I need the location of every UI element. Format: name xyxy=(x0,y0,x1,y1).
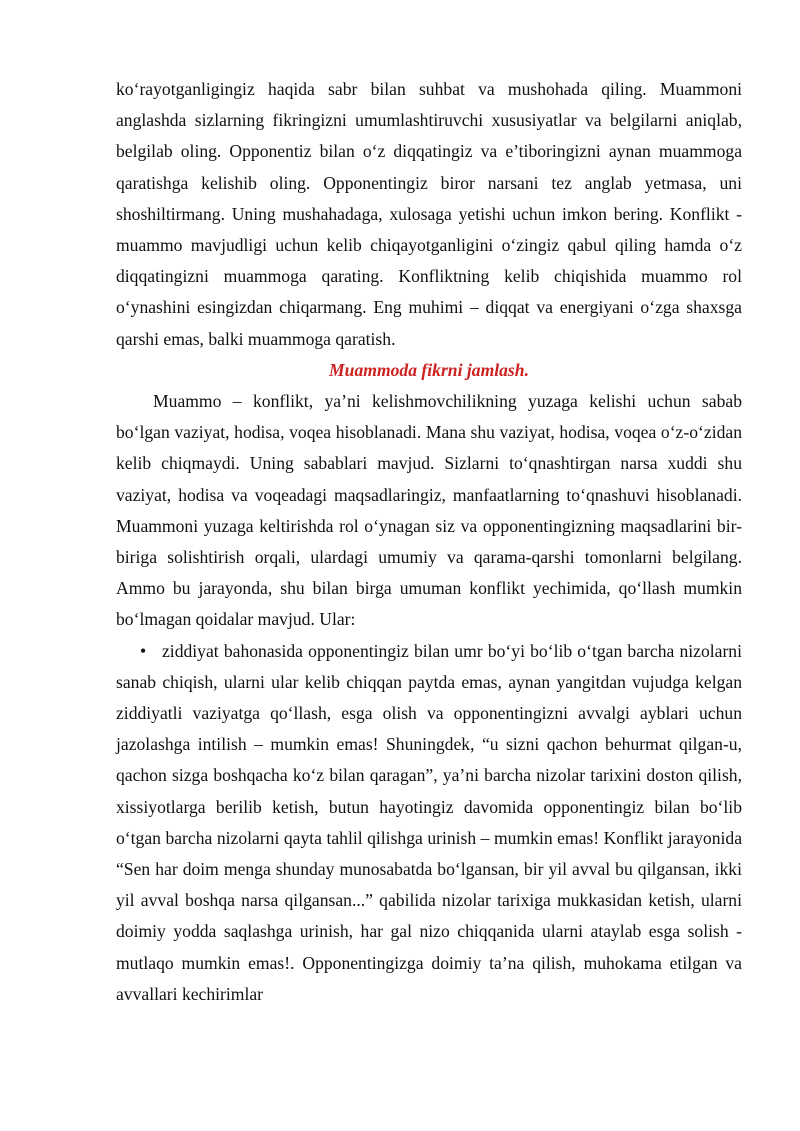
section-heading: Muammoda fikrni jamlash. xyxy=(329,359,529,380)
document-page xyxy=(116,74,742,1010)
bullet-marker: • xyxy=(140,640,147,661)
body-paragraph-2: Muammo – konflikt, ya’ni kelishmovchilikning yuzaga kelishi uchun sabab bo‘lgan vaziyat, hodisa, voqea hisoblanadi. Mana shu vaziyat, hodisa, voqea o‘z-o‘zidan kelib chiqmaydi. Uning sabablari mavjud. Sizlarni to‘qnashtirgan narsa xuddi shu vaziyat, hodisa va voqeadagi maqsadlaringiz, manfaatlarning to‘qnashuvi hisoblanadi. Muammoni yuzaga keltirishda rol o‘ynagan siz va opponentingizning maqsadlarini bir-biriga solishtirish orqali, ulardagi umumiy va qarama-qarshi tomonlarni belgilang. Ammo bu jarayonda, shu bilan birga umuman konflikt yechimida, qo‘llash mumkin bo‘lmagan qoidalar mavjud. Ular: xyxy=(116,391,742,630)
bullet-list-item xyxy=(116,636,742,1010)
body-paragraph-1: ko‘rayotganligingiz haqida sabr bilan suhbat va mushohada qiling. Muammoni anglashda sizlarning fikringizni umumlashtiruvchi xususiyatlar va belgilarni aniqlab, belgilab oling. Opponentiz bilan o‘z diqqatingiz va e’tiboringizni aynan muammoga qaratishga kelishib oling. Opponentingiz biror narsani tez anglab yetmasa, uni shoshiltirmang. Uning mushahadaga, xulosaga yetishi uchun imkon bering. Konflikt - muammo mavjudligi uchun kelib chiqayotganligini o‘zingiz qabul qiling hamda o‘z diqqatingizni muammoga qarating. Konfliktning kelib chiqishida muammo rol o‘ynashini esingizdan chiqarmang. Eng muhimi – diqqat va energiyani o‘zga shaxsga qarshi emas, balki muammoga qaratish. xyxy=(116,79,742,349)
bullet-item-text: ziddiyat bahonasida opponentingiz bilan umr bo‘yi bo‘lib o‘tgan barcha nizolarni sanab chiqish, ularni ular kelib chiqqan paytda emas, aynan yangitdan vujudga kelgan ziddiyatli vaziyatga qo‘llash, esga olish va opponentingizni avvalgi ayblari uchun jazolashga intilish – mumkin emas! Shuningdek, “u sizni qachon behurmat qilgan-u, qachon sizga boshqacha ko‘z bilan qaragan”, ya’ni barcha nizolar tarixini doston qilish, xissiyotlarga berilib ketish, butun hayotingiz davomida opponentingiz bilan bo‘lib o‘tgan barcha nizolarni qayta tahlil qilishga urinish – mumkin emas! Konflikt jarayonida “Sen har doim menga shunday munosabatda bo‘lgansan, bir yil avval bu qilgansan, ikki yil avval boshqa narsa qilgansan...” qabilida nizolar tarixiga mukkasidan ketish, ularni doimiy yodda saqlashga urinish, har gal nizo chiqqanida ularni ataylab esga solish - mutlaqo mumkin emas!. Opponentingizga doimiy ta’na qilish, muhokama etilgan va avvallari kechirimlar xyxy=(116,640,742,1004)
